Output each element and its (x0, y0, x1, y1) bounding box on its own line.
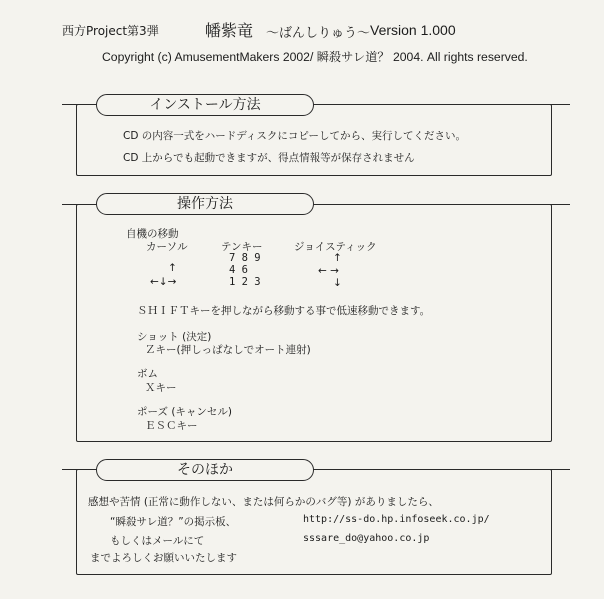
mail-label: もしくはメールにて (110, 535, 205, 547)
copyright-line: Copyright (c) AmusementMakers 2002/ 瞬殺サレ道？ 2004. All rights reserved. (102, 50, 528, 64)
joystick-down-arrow: ↓ (333, 277, 342, 289)
mail-address: sssare_do@yahoo.co.jp (303, 533, 430, 544)
cursor-arrow-row: ←↓→ (150, 276, 177, 288)
other-line-1: 感想や苦情 (正常に動作しない、または何らかのバグ等) がありましたら、 (88, 496, 439, 508)
pause-label: ポーズ (キャンセル) (137, 406, 233, 418)
shift-note: ＳＨＩＦＴキーを押しながら移動する事で低速移動できます。 (137, 305, 431, 317)
tenkey-row-3: 1 2 3 (229, 276, 261, 288)
install-line-1: CD の内容一式をハードディスクにコピーしてから、実行してください。 (123, 130, 466, 142)
tenkey-column-label: テンキー (221, 241, 263, 253)
controls-heading-line-right (300, 204, 570, 205)
closing-line: までよろしくお願いいたします (90, 552, 237, 564)
pause-key: ＥＳＣキー (145, 420, 198, 432)
install-heading: インストール方法 (96, 94, 314, 116)
controls-heading: 操作方法 (96, 193, 314, 215)
shot-key: Ｚキー(押しっぱなしでオート連射) (145, 344, 311, 356)
joystick-mid-arrows: ← → (318, 265, 339, 277)
shot-label: ショット (決定) (137, 331, 212, 343)
install-line-2: CD 上からでも起動できますが、得点情報等が保存されません (123, 152, 415, 164)
install-heading-line-right (300, 104, 570, 105)
cursor-up-arrow: ↑ (168, 262, 177, 274)
version-label: Version 1.000 (370, 22, 456, 38)
joystick-up-arrow: ↑ (333, 252, 342, 264)
series-label: 西方Project第3弾 (62, 24, 159, 38)
bomb-key: Ｘキー (145, 382, 177, 394)
tenkey-row-1: 7 8 9 (229, 252, 261, 264)
move-label: 自機の移動 (126, 228, 179, 240)
board-label: “瞬殺サレ道？”の掲示板、 (110, 516, 237, 528)
other-heading: そのほか (96, 459, 314, 481)
game-title: 幡紫竜 (205, 21, 254, 40)
board-url: http://ss-do.hp.infoseek.co.jp/ (303, 514, 490, 525)
game-subtitle: ～ばんしりゅう～ (266, 26, 371, 41)
tenkey-row-2: 4 6 (229, 264, 248, 276)
joystick-column-label: ジョイスティック (294, 241, 377, 253)
bomb-label: ボム (137, 368, 158, 380)
cursor-column-label: カーソル (146, 241, 188, 253)
other-heading-line-right (300, 469, 570, 470)
